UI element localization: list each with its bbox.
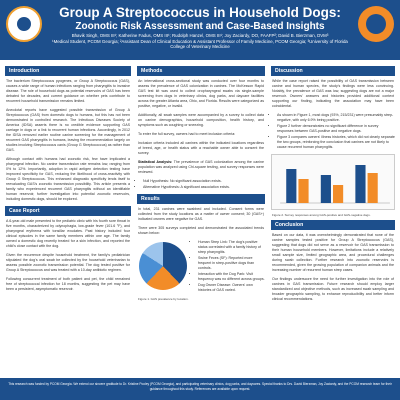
case-paragraph-3: Following concurrent treatment of both patient and pet, the child remained free of streptococcal infection for 18 months, suggesting the pet may have been a persistent, asymptomatic reservoir. bbox=[6, 277, 130, 291]
acknowledgements-text: This research was funded by PCOM Georgia. We extend our sincere gratitude to Dr. Kristine Pooley (PCOM Georgia), and participating veterinary clinics, dog parks, and daycares. Special thanks to Drs. David Bierzman, Joy Zaciardy, and the PCOM research team for their guidance throughout this study. References are available upon request. bbox=[8, 382, 392, 391]
methods-paragraph-4: Inclusion criteria included all canines within the indicated locations regardless of breed, age, or health status with a reachable owner able to consent the survey. bbox=[138, 141, 264, 155]
case-paragraph-2: Given the recurrence despite household treatment, the family's pediatrician stipulated the dog's oral swab be collected by the household veterinarian to assess possible zoonotic transmission potential. The dog tested positive for Group A Streptococcus and was treated with a 10-day antibiotic regimen. bbox=[6, 253, 130, 272]
case-heading: Case Report bbox=[5, 206, 131, 216]
conclusion-heading: Conclusion bbox=[271, 220, 395, 230]
figure-1-pie bbox=[137, 240, 189, 292]
hypothesis-null: • Null Hypothesis: No significant association exists. bbox=[143, 179, 265, 184]
discussion-heading: Discussion bbox=[271, 66, 395, 76]
discussion-bullet-1: • As shown in Figure 1, most dogs (93%, 215/231) were presumably strep-negative, with only 6.9% being positive. bbox=[277, 113, 395, 123]
author-list bbox=[46, 33, 354, 50]
affiliations-text: ¹Medical Student, PCOM Georgia; ²Assistant Dean of Clinical Education & Assistant Professor of Family Medicine, PCOM Georgia; ³University of Florida College of Veterinary Medicine bbox=[52, 38, 348, 50]
title-line-1: Group A Streptococcus in Household Dogs: bbox=[59, 5, 341, 20]
discussion-bullet-3: • Figure 3 compares owners' illness histories, which did not clearly separate the two groups, reinforcing the conclusion that canines are not likely to cause recurrent human pharyngitis. bbox=[277, 135, 395, 150]
pcom-logo bbox=[6, 6, 42, 42]
conclusion-paragraph-1: Based on our data, it was overwhelmingly demonstrated that none of the canine samples tested positive for Group A Streptococcus (GAS), suggesting that dogs did not serve as a reservoir for GAS transmission to their human household members. However, limitations include a relatively small sample size, limited geographic area, and procedural challenges during swab collection. Further research into zoonotic reservoirs is recommended, given the growing population of companion animals and the increasing number of recurrent human strep cases. bbox=[272, 233, 394, 272]
figure-2-row bbox=[271, 154, 395, 210]
column-right bbox=[271, 66, 395, 374]
pie-chart-graphic bbox=[139, 242, 187, 290]
figure-1-caption: Figure 1. GAS prevalence by location. bbox=[138, 297, 189, 301]
authors-text: Bhavik Singh, OMS III¹; Katherine Fadus, OMS III¹; Rudolph Hanzel, OMS III¹; Joy Zaciardy, DO, FAAFP²; David B. Bierzman, DVM³ bbox=[71, 33, 329, 38]
figure-2-caption: Figure 2. Survey responses among GAS-positive and GAS-negative dogs. bbox=[272, 213, 371, 217]
methods-paragraph-3: To enter the full survey, owners had to meet inclusion criteria: bbox=[138, 132, 236, 136]
hypothesis-list bbox=[137, 179, 265, 190]
intro-paragraph-1: The bacterium Streptococcus pyogenes, or Group A Streptococcus (GAS), causes a wide range of human infections ranging from pharyngitis to invasive disease. The role of household dogs as potential reservoirs of GAS has been debated for decades, and current guidance on whether pets contribute to recurrent household transmission remains limited. bbox=[6, 79, 130, 103]
conclusion-paragraph-2: Our findings underscore the need for further investigation into the role of canines in GAS transmission. Future research should employ larger standardized and objective methods, such as increased swab sampling and broader geographic sampling, to enhance reproducibility and better inform clinical recommendations. bbox=[272, 277, 394, 301]
stats-paragraph bbox=[138, 160, 264, 175]
intro-heading: Introduction bbox=[5, 66, 131, 76]
column-middle bbox=[137, 66, 265, 374]
intro-paragraph-2: Anecdotal reports have suggested possible transmission of Group A Streptococcus (GAS) from domestic dogs to humans, but this has not been demonstrated in controlled research. The Infectious Diseases Society of America (IDSA) asserts there is no credible evidence supporting GAS carriage in dogs or a link to recurrent human infections. Accordingly, in 2012 the IDSA removed earlier routine canine screening for the management of recurrent GAS pharyngitis in humans, leaving the recommendation largely on studies involving Streptococcus canis (Group G Streptococcus) as rather than GAS. bbox=[6, 108, 130, 152]
discussion-bullets bbox=[271, 113, 395, 150]
results-bullet-1: • Human Strep Link: The dog's positive status correlated with a family history of strep pharyngitis. bbox=[198, 240, 265, 255]
methods-paragraph-2: Additionally, all swab samples were accompanied by a survey to collect data on canine demographics, household composition, health history, and symptoms such as coughing or sneezing. bbox=[138, 113, 264, 127]
poster-header bbox=[0, 0, 400, 60]
results-figure-row bbox=[137, 240, 265, 294]
bar-chart-graphic bbox=[272, 155, 394, 209]
results-bullet-4: • Dog Owner Disease: Owners' own histories of GAS varied. bbox=[198, 283, 265, 293]
discussion-bullet-2: • Figure 2 further demonstrates no significant difference in survey responses between GAS-positive and negative dogs. bbox=[277, 124, 395, 134]
results-bullet-2: • Swine Feces (SF): Reported more frequent in strep-positive dogs than controls. bbox=[198, 256, 265, 271]
results-paragraph-2: There were 305 surveys completed and demonstrated the associated trends shown below: bbox=[138, 226, 264, 235]
case-paragraph-1: A 6-year-old male presented to the pediatric clinic with his fourth sore throat in five months, characterized by odynophagia, low-grade fever (101.6 °F), and pharyngeal erythema with tonsillar exudates. Past history included four clinical episodes in the same family members within one age. The family owned a domestic dog recently treated for a skin infection, and reported the child's close contact with the dog. bbox=[6, 219, 130, 248]
results-bullets bbox=[192, 240, 265, 294]
stats-label: Statistical Analysis: bbox=[138, 160, 173, 164]
poster-title bbox=[46, 5, 354, 33]
hypothesis-alt: • Alternative Hypothesis: A significant association exists. bbox=[143, 185, 265, 190]
results-heading: Results bbox=[137, 194, 265, 204]
methods-paragraph-1: An international cross-sectional study was conducted over four months to assess the prevalence of GAS colonization in canines. The McKesson Rapid GAS test kit was used to collect oropharyngeal swabs via single-sample screening from dogs in veterinary clinics, dog parks, and daycare facilities across the greater Atlanta area, Ohio, and Florida. Results were categorized as positive, negative, or invalid. bbox=[138, 79, 264, 108]
discussion-paragraph-1: While the case report raised the possibility of GAS transmission between canine and human species, the study's findings were less convincing. Notably, the prevalence of GAS was low, suggesting dogs are not a major reservoir. Owners' answers and histories provided additional context supporting our finding, indicating the association may have been coincidental. bbox=[272, 79, 394, 108]
results-bullet-3: • Interaction with the Dog Park: Visit frequency was no different across groups. bbox=[198, 272, 265, 282]
figure-2-bar-chart bbox=[271, 154, 395, 210]
results-paragraph-1: In total, 231 canines were swabbed and included. Consent forms were collected from the study locations as a matter of owner consent; 30 (GAS+) indicated owners were negative for GAS. bbox=[138, 207, 264, 221]
intro-paragraph-3: Although contact with humans had zoonotic risk, few have implicated a pharyngeal infection. No canine transmission rate remains low, ranging from 0% to 12%. Importantly, adoption in rapid antigen detection testing have improved specificity for GAS, reducing the likelihood of cross-reactivity with Group G Streptococcus. This enhanced diagnostic specificity lends itself to reevaluating GAS's zoonotic transmission possibility. This article presents a family who experienced recurrent GAS pharyngitis without an identifiable human reservoir, further investigation into potential zoonotic reservoirs, including domestic dogs, should be explored. bbox=[6, 157, 130, 201]
university-logo bbox=[358, 6, 394, 42]
stats-text: The prevalence of GAS colonization among the canine population was analyzed using Chi-square testing, and survey responses were reviewed. bbox=[138, 160, 265, 174]
title-line-2: Zoonotic Risk Assessment and Case-Based Insights bbox=[75, 21, 325, 32]
poster-footer bbox=[0, 378, 400, 400]
methods-heading: Methods bbox=[137, 66, 265, 76]
column-left bbox=[5, 66, 131, 374]
